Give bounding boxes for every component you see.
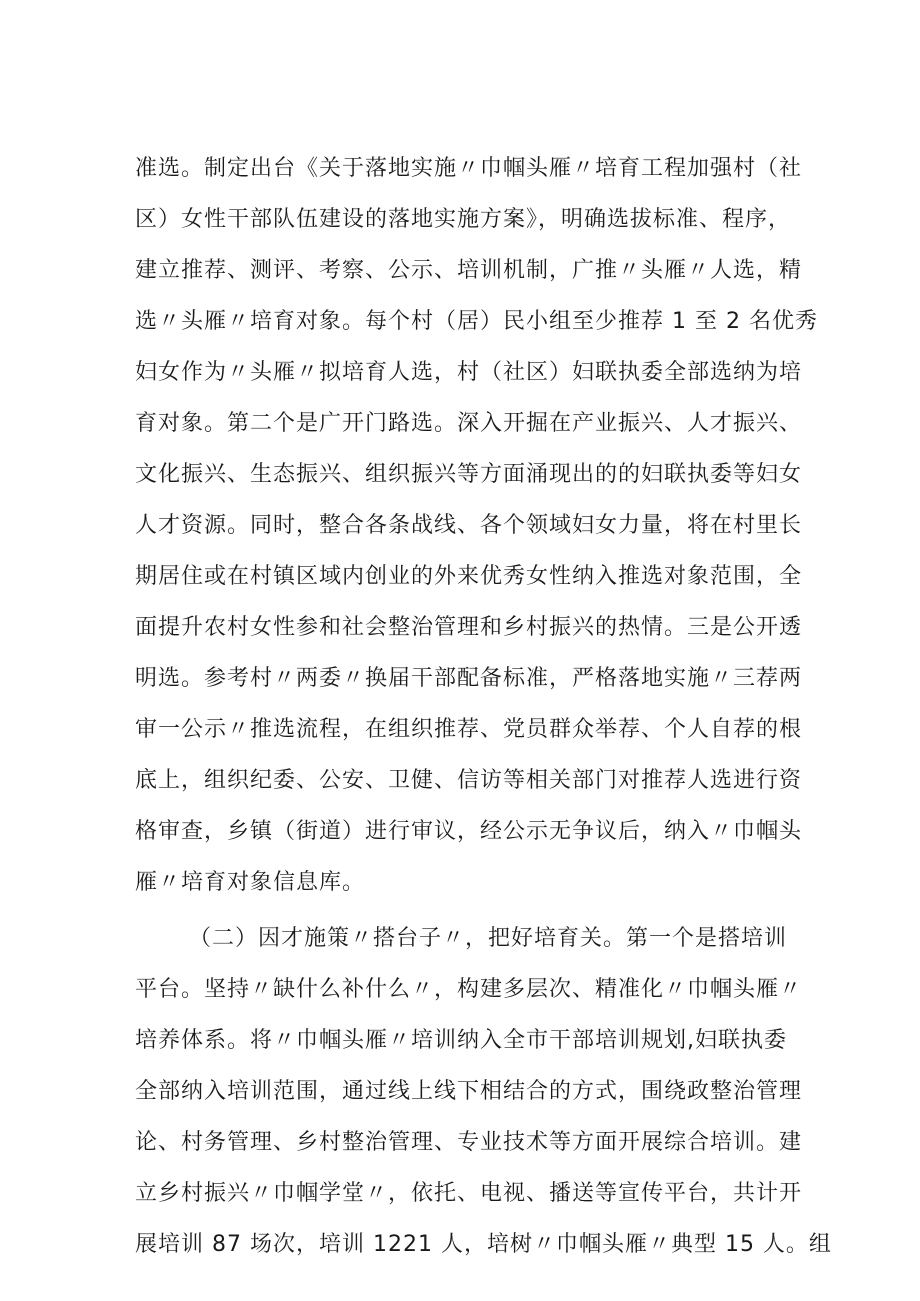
text-line: 平台。坚持〃缺什么补什么〃，构建多层次、精准化〃巾帼头雁〃 (135, 977, 803, 1002)
text-line: 面提升农村女性参和社会整治管理和乡村振兴的热情。三是公开透 (135, 615, 803, 640)
text-line: 论、村务管理、乡村整治管理、专业技术等方面开展综合培训。建 (135, 1130, 803, 1155)
text-line: 文化振兴、生态振兴、组织振兴等方面涌现出的的妇联执委等妇女 (135, 462, 803, 487)
text-line: 审一公示〃推选流程，在组织推荐、党员群众举荐、个人自荐的根 (135, 717, 803, 742)
text-line: 培养体系。将〃巾帼头雁〃培训纳入全市干部培训规划,妇联执委 (135, 1028, 787, 1053)
text-line: 准选。制定出台《关于落地实施〃巾帼头雁〃培育工程加强村（社 (135, 156, 803, 181)
text-line: 育对象。第二个是广开门路选。深入开掘在产业振兴、人才振兴、 (135, 411, 803, 436)
text-line: 全部纳入培训范围，通过线上线下相结合的方式，围绕政整治管理 (135, 1079, 803, 1104)
text-line: 雁〃培育对象信息库。 (135, 870, 366, 895)
text-line: 区）女性干部队伍建设的落地实施方案》，明确选拔标准、程序， (135, 207, 792, 232)
text-line: 妇女作为〃头雁〃拟培育人选，村（社区）妇联执委全部选纳为培 (135, 360, 803, 385)
text-line: 立乡村振兴〃巾帼学堂〃，依托、电视、播送等宣传平台，共计开 (135, 1181, 803, 1206)
text-line: 展培训 87 场次，培训 1221 人，培树〃巾帼头雁〃典型 15 人。组 (135, 1232, 832, 1257)
text-line: 选〃头雁〃培育对象。每个村（居）民小组至少推荐 1 至 2 名优秀 (135, 309, 818, 334)
text-line: 格审查，乡镇（街道）进行审议，经公示无争议后，纳入〃巾帼头 (135, 819, 803, 844)
section-heading-line: （二）因才施策〃搭台子〃，把好培育关。第一个是搭培训 (189, 926, 788, 951)
text-line: 人才资源。同时，整合各条战线、各个领域妇女力量，将在村里长 (135, 513, 803, 538)
text-line: 期居住或在村镇区域内创业的外来优秀女性纳入推选对象范围，全 (135, 564, 803, 589)
text-line: 明选。参考村〃两委〃换届干部配备标准，严格落地实施〃三荐两 (135, 666, 803, 691)
text-line: 底上，组织纪委、公安、卫健、信访等相关部门对推荐人选进行资 (135, 768, 803, 793)
text-line: 建立推荐、测评、考察、公示、培训机制，广推〃头雁〃人选，精 (135, 258, 803, 283)
